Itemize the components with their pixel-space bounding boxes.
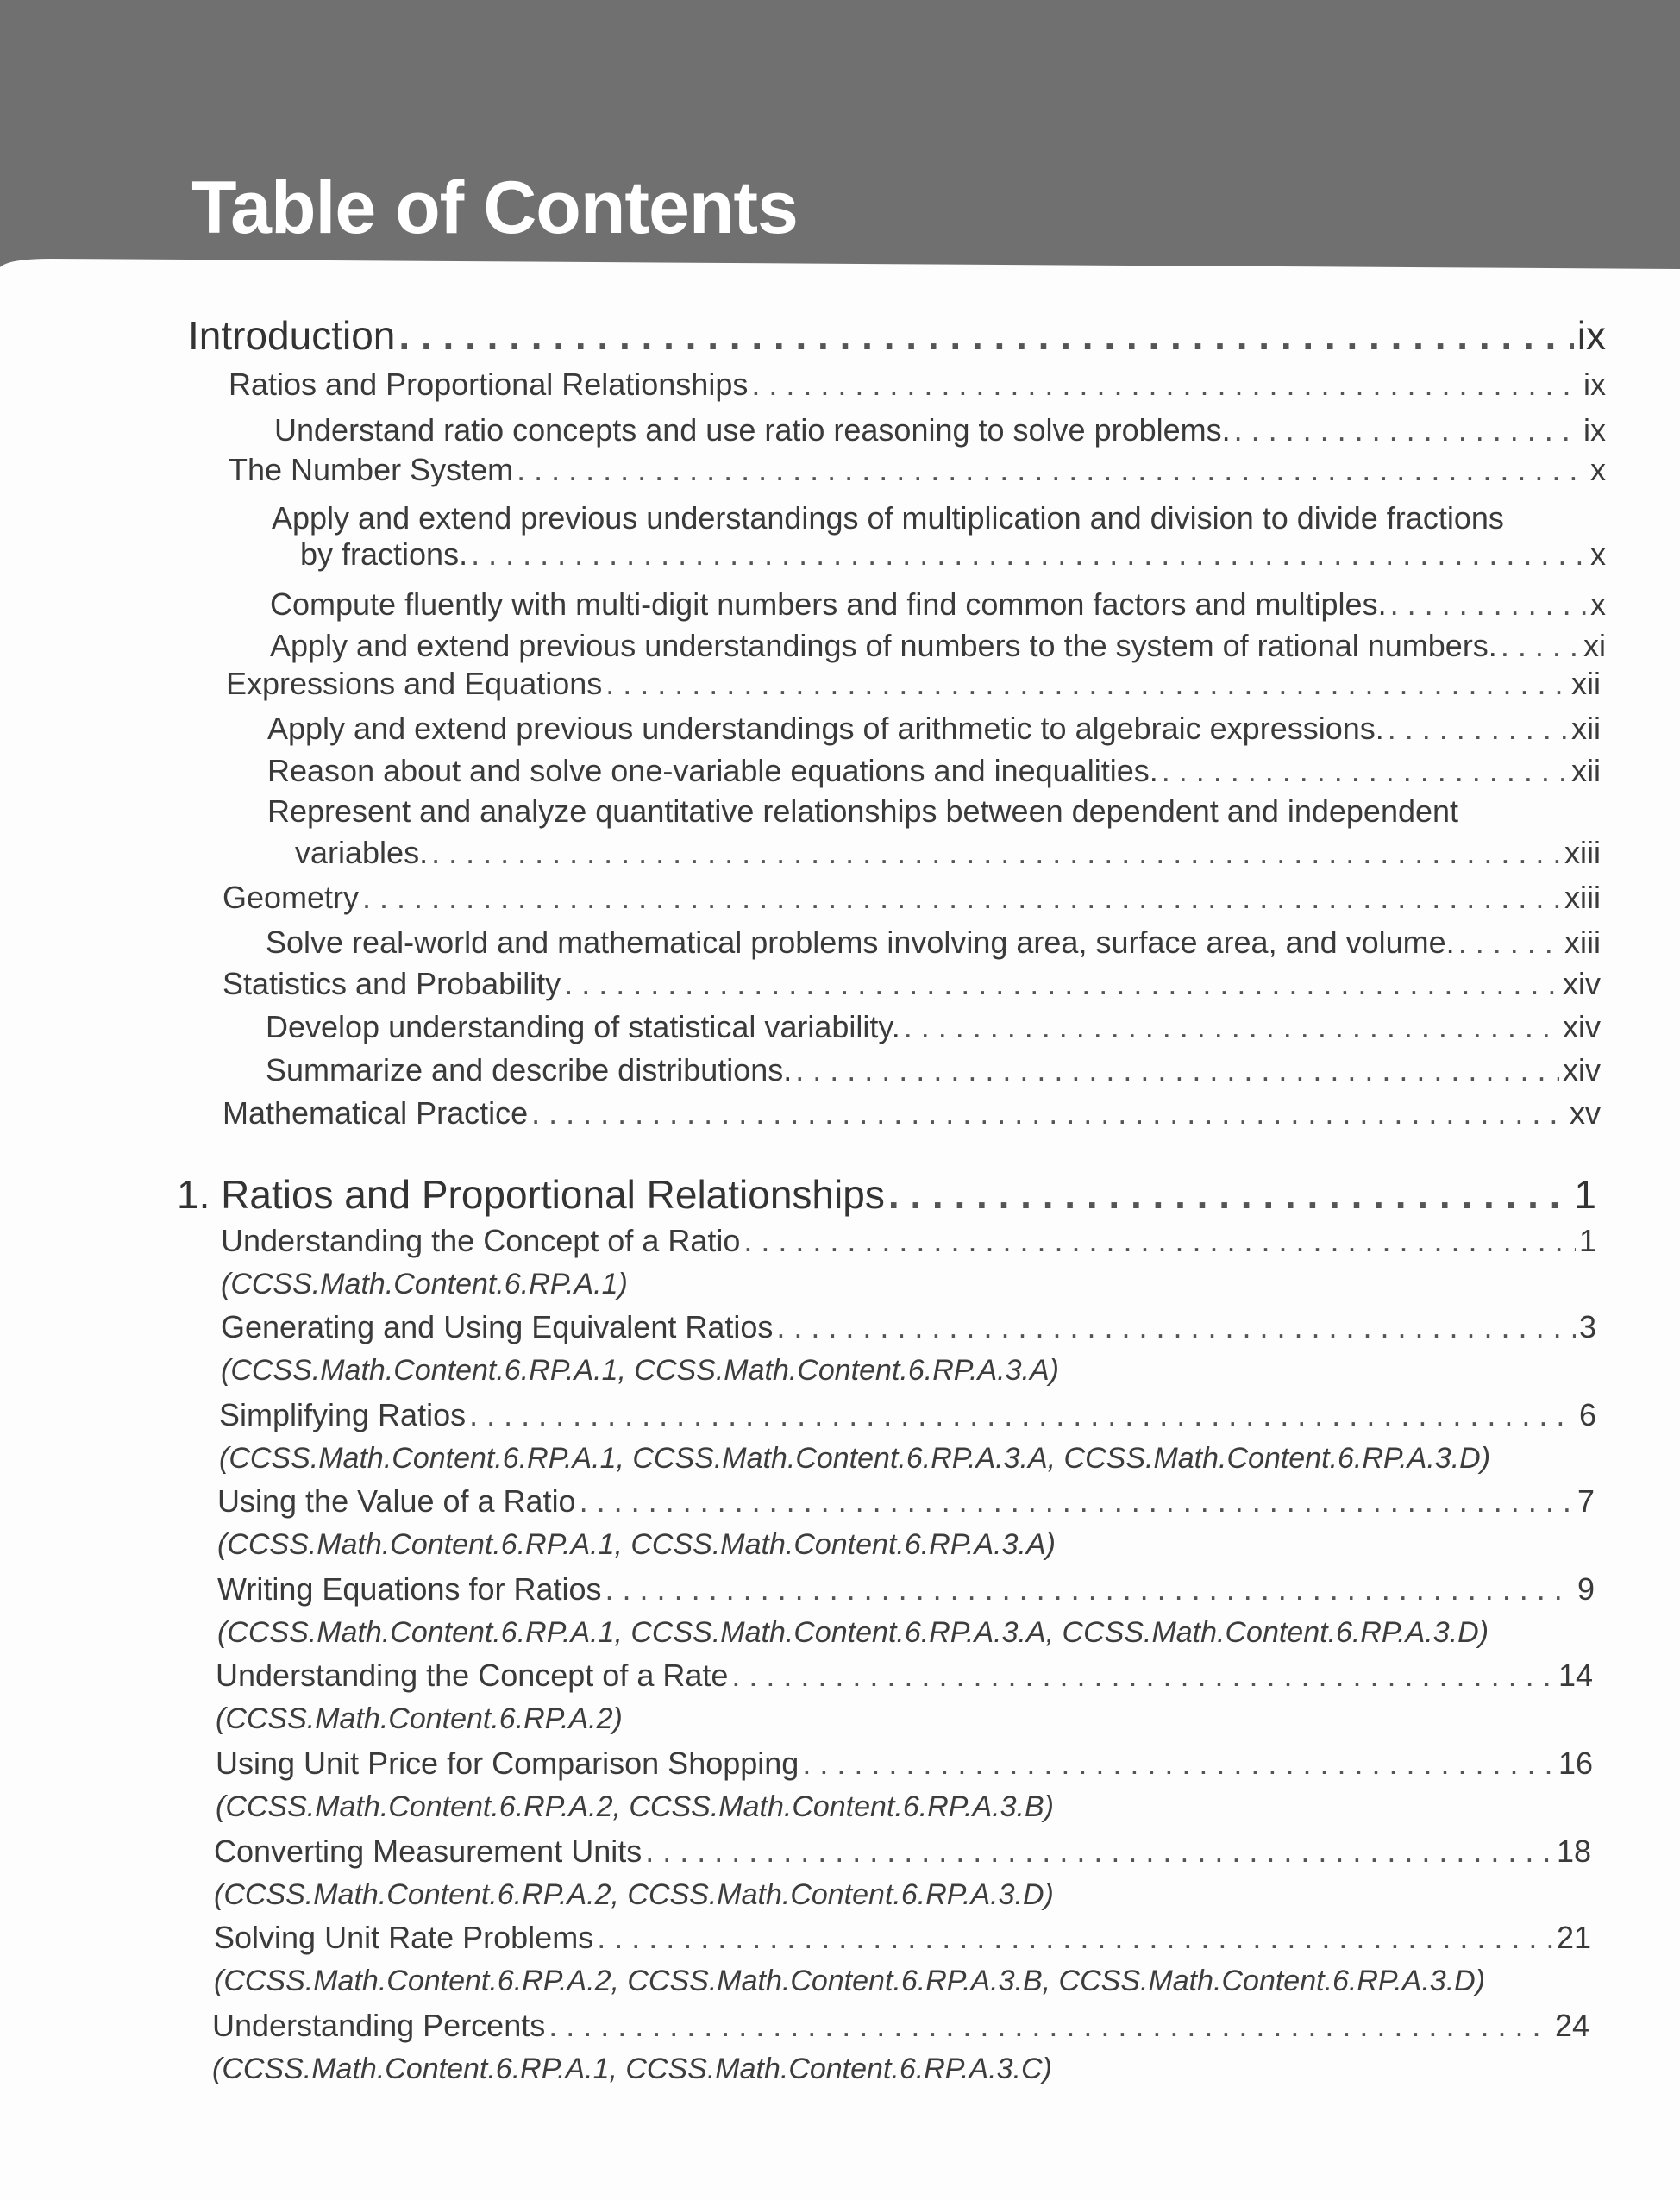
dot-leader (605, 666, 1568, 702)
standards-citation: (CCSS.Math.Content.6.RP.A.1) (221, 1268, 628, 1301)
toc-entry[interactable] (270, 586, 1606, 623)
toc-entry[interactable] (219, 1397, 1596, 1433)
toc-entry-title: 1. Ratios and Proportional Relationships (177, 1172, 885, 1217)
toc-page-number: xiv (1563, 1052, 1601, 1087)
dot-leader (531, 1095, 1566, 1131)
toc-page-number: xiii (1564, 880, 1601, 915)
dot-leader (1501, 628, 1580, 664)
toc-page-number: xiii (1564, 835, 1601, 870)
standards-citation: (CCSS.Math.Content.6.RP.A.1, CCSS.Math.Content.6.RP.A.3.A) (217, 1528, 1056, 1561)
toc-page-number: xv (1570, 1095, 1601, 1131)
toc-entry-title: Converting Measurement Units (214, 1833, 643, 1869)
toc-page-number: ix (1583, 367, 1606, 402)
toc-entry-title: Generating and Using Equivalent Ratios (221, 1309, 774, 1344)
toc-entry[interactable] (212, 2008, 1589, 2044)
dot-leader (1458, 925, 1561, 961)
standards-citation: (CCSS.Math.Content.6.RP.A.2) (216, 1702, 623, 1735)
toc-page-number: ix (1583, 412, 1606, 448)
standards-citation: (CCSS.Math.Content.6.RP.A.1, CCSS.Math.Content.6.RP.A.3.A, CCSS.Math.Content.6.RP.A.3.D) (219, 1442, 1491, 1475)
dot-leader (802, 1746, 1555, 1782)
toc-entry-title: Solving Unit Rate Problems (214, 1920, 594, 1955)
dot-leader (564, 966, 1559, 1002)
toc-entry-title-line1[interactable]: Represent and analyze quantitative relationships between dependent and independent (267, 793, 1459, 829)
toc-entry-title: Mathematical Practice (223, 1095, 529, 1131)
toc-entry-title: Develop understanding of statistical variability. (266, 1009, 900, 1044)
dot-leader (645, 1833, 1553, 1870)
dot-leader (362, 880, 1561, 916)
toc-page-number: 7 (1577, 1483, 1595, 1519)
toc-page-number: 3 (1578, 1309, 1596, 1344)
dot-leader (1234, 412, 1580, 448)
dot-leader (398, 312, 1573, 359)
toc-entry-title: Expressions and Equations (226, 666, 603, 701)
toc-entry[interactable] (214, 1833, 1591, 1870)
toc-page-number: ix (1577, 313, 1606, 358)
dot-leader (549, 2008, 1551, 2044)
toc-entry[interactable] (267, 711, 1601, 747)
toc-page-number: xii (1571, 753, 1601, 788)
toc-page-number: xiv (1563, 1009, 1601, 1044)
toc-entry[interactable] (274, 412, 1606, 448)
toc-entry[interactable] (226, 666, 1601, 702)
dot-leader (731, 1658, 1555, 1694)
toc-entry-title: Writing Equations for Ratios (217, 1571, 602, 1607)
toc-entry-title: Understanding Percents (212, 2008, 546, 2043)
toc-entry-title: Introduction (188, 313, 396, 358)
dot-leader (431, 835, 1561, 871)
toc-page-number: 18 (1556, 1833, 1591, 1869)
toc-page-number: 9 (1577, 1571, 1595, 1607)
toc-page-number: 6 (1578, 1397, 1596, 1432)
toc-entry[interactable] (223, 880, 1601, 916)
toc-entry-title: Ratios and Proportional Relationships (229, 367, 749, 402)
dot-leader (795, 1052, 1559, 1088)
page-title: Table of Contents (191, 166, 798, 249)
toc-entry[interactable] (295, 835, 1601, 871)
standards-citation: (CCSS.Math.Content.6.RP.A.2, CCSS.Math.Content.6.RP.A.3.B) (216, 1790, 1054, 1823)
toc-entry[interactable] (223, 966, 1601, 1002)
toc-entry[interactable] (266, 1052, 1601, 1088)
toc-entry-title: Using the Value of a Ratio (217, 1483, 576, 1519)
toc-entry-title: Reason about and solve one-variable equations and inequalities. (267, 753, 1158, 788)
toc-entry[interactable] (214, 1920, 1591, 1956)
toc-page-number: xiii (1564, 925, 1601, 960)
toc-entry[interactable] (217, 1483, 1595, 1520)
dot-leader (743, 1223, 1576, 1259)
dot-leader (517, 452, 1587, 488)
toc-entry-chapter-1[interactable] (177, 1171, 1596, 1218)
standards-citation: (CCSS.Math.Content.6.RP.A.2, CCSS.Math.Content.6.RP.A.3.D) (214, 1878, 1054, 1911)
toc-entry[interactable] (300, 536, 1606, 573)
toc-entry-title-line1[interactable]: Apply and extend previous understandings of multiplication and division to divide fractions (272, 500, 1504, 536)
dot-leader (471, 536, 1587, 573)
header-curve (0, 255, 1680, 290)
toc-entry-title: Solve real-world and mathematical problems involving area, surface area, and volume. (266, 925, 1455, 960)
dot-leader (1162, 753, 1568, 789)
toc-page-number: xii (1571, 711, 1601, 746)
toc-page-number: x (1590, 452, 1606, 487)
toc-entry-title: Compute fluently with multi-digit numbers and find common factors and multiples. (270, 586, 1387, 622)
toc-entry-title: Understanding the Concept of a Ratio (221, 1223, 741, 1258)
dot-leader (904, 1009, 1559, 1045)
toc-entry[interactable] (270, 628, 1606, 664)
toc-entry-title: Understanding the Concept of a Rate (216, 1658, 729, 1693)
dot-leader (751, 367, 1580, 403)
toc-entry[interactable] (229, 367, 1606, 403)
toc-entry-title: The Number System (229, 452, 514, 487)
toc-entry[interactable] (216, 1746, 1593, 1782)
toc-entry[interactable] (266, 925, 1601, 961)
toc-entry[interactable] (223, 1095, 1601, 1131)
dot-leader (776, 1309, 1576, 1345)
toc-entry[interactable] (216, 1658, 1593, 1694)
toc-entry-title: variables. (295, 835, 429, 870)
toc-page-number: 1 (1578, 1223, 1596, 1258)
toc-page-number: xi (1583, 628, 1606, 663)
dot-leader (888, 1171, 1571, 1218)
toc-page-number: 16 (1558, 1746, 1593, 1781)
toc-entry-title: Understand ratio concepts and use ratio reasoning to solve problems. (274, 412, 1231, 448)
toc-page-number: x (1590, 536, 1606, 572)
toc-page-number: 1 (1574, 1172, 1596, 1217)
standards-citation: (CCSS.Math.Content.6.RP.A.1, CCSS.Math.Content.6.RP.A.3.A, CCSS.Math.Content.6.RP.A.3.D) (217, 1616, 1489, 1649)
dot-leader (580, 1483, 1574, 1520)
dot-leader (1388, 711, 1568, 747)
toc-entry[interactable] (266, 1009, 1601, 1045)
dot-leader (1390, 586, 1587, 623)
toc-page-number: 21 (1556, 1920, 1591, 1955)
toc-entry[interactable] (229, 452, 1606, 488)
toc-entry-title: Simplifying Ratios (219, 1397, 467, 1432)
toc-entry[interactable] (217, 1571, 1595, 1608)
toc-entry-introduction[interactable] (188, 312, 1606, 359)
toc-page-number: xii (1571, 666, 1601, 701)
toc-page-number: x (1590, 586, 1606, 622)
toc-page-number: xiv (1563, 966, 1601, 1001)
dot-leader (605, 1571, 1574, 1608)
toc-page-number: 24 (1554, 2008, 1589, 2043)
toc-page-number: 14 (1558, 1658, 1593, 1693)
toc-entry-title: Using Unit Price for Comparison Shopping (216, 1746, 799, 1781)
toc-entry[interactable] (267, 753, 1601, 789)
toc-entry-title: Statistics and Probability (223, 966, 561, 1001)
dot-leader (469, 1397, 1576, 1433)
standards-citation: (CCSS.Math.Content.6.RP.A.2, CCSS.Math.Content.6.RP.A.3.B, CCSS.Math.Content.6.RP.A.3.D) (214, 1965, 1486, 1997)
toc-entry-title: Apply and extend previous understandings of numbers to the system of rational numbers. (270, 628, 1497, 663)
standards-citation: (CCSS.Math.Content.6.RP.A.1, CCSS.Math.Content.6.RP.A.3.C) (212, 2053, 1052, 2085)
standards-citation: (CCSS.Math.Content.6.RP.A.1, CCSS.Math.Content.6.RP.A.3.A) (221, 1354, 1059, 1387)
dot-leader (597, 1920, 1553, 1956)
toc-entry-title: Apply and extend previous understandings of arithmetic to algebraic expressions. (267, 711, 1384, 746)
toc-entry-title: Summarize and describe distributions. (266, 1052, 793, 1087)
toc-entry[interactable] (221, 1223, 1596, 1259)
toc-entry-title: by fractions. (300, 536, 468, 572)
toc-entry-title: Geometry (223, 880, 360, 915)
toc-entry[interactable] (221, 1309, 1596, 1345)
